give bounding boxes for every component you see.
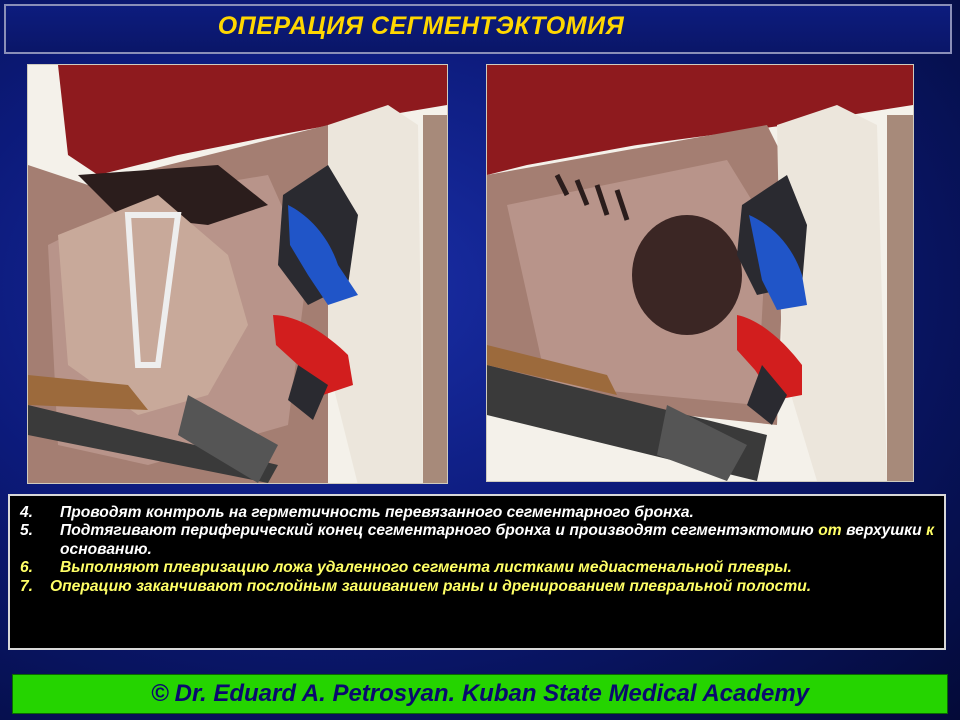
step-text xyxy=(60,522,934,559)
step-7 xyxy=(20,578,934,596)
step-text-part: основанию. xyxy=(60,540,152,558)
step-number: 6. xyxy=(20,559,34,577)
lung-segment-right-drawing xyxy=(487,65,913,481)
step-text: Проводят контроль на герметичность перевязанного сегментарного бронха. xyxy=(60,504,694,521)
footer-text: Dr. Eduard A. Petrosyan. Kuban State Medical Academy xyxy=(174,680,810,707)
step-text: Операцию заканчивают послойным зашиванием раны и дренированием плевральной полости. xyxy=(50,577,812,595)
surgical-illustration-right xyxy=(486,64,914,482)
highlight-from: от xyxy=(818,522,842,540)
step-text: Выполняют плевризацию ложа удаленного сегмента листками медиастенальной плевры. xyxy=(60,559,792,577)
step-6 xyxy=(20,559,934,577)
copyright-icon: © xyxy=(150,680,169,707)
title-bar xyxy=(4,4,952,54)
step-4 xyxy=(20,504,934,522)
step-text-part: верхушки xyxy=(841,522,927,540)
step-text-part: Подтягивают периферический конец сегментарного бронха и производят сегментэктомию xyxy=(60,522,819,540)
copyright-footer xyxy=(12,674,948,714)
surgical-illustration-left xyxy=(27,64,448,484)
step-number: 7. xyxy=(20,577,34,595)
lung-segment-left-drawing xyxy=(28,65,447,483)
steps-text-box xyxy=(8,494,946,650)
step-number: 5. xyxy=(20,522,34,540)
step-5 xyxy=(20,522,934,559)
step-number: 4. xyxy=(20,504,34,521)
highlight-to: к xyxy=(926,522,934,540)
slide-title: ОПЕРАЦИЯ СЕГМЕНТЭКТОМИЯ xyxy=(217,12,625,40)
